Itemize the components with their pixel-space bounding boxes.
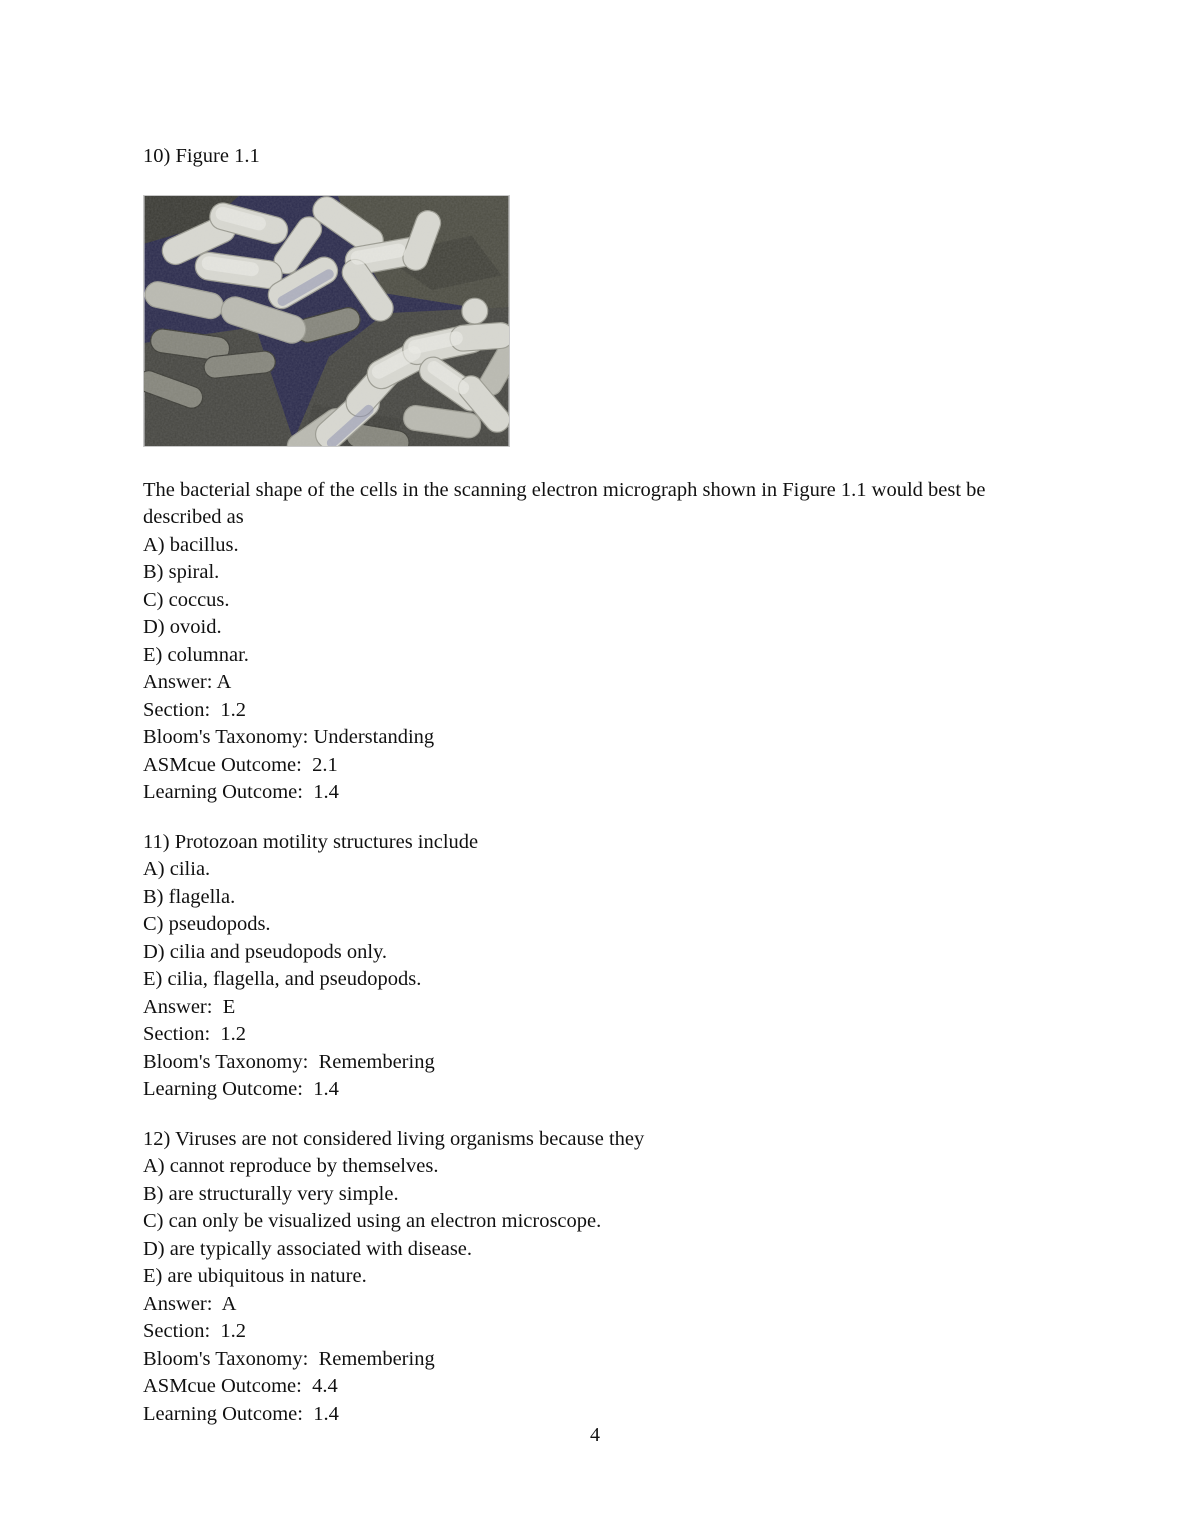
question-10 bbox=[143, 477, 1053, 807]
option-b: B) flagella. bbox=[143, 885, 236, 908]
option-a: A) cannot reproduce by themselves. bbox=[143, 1155, 439, 1177]
option-a: A) cilia. bbox=[143, 858, 211, 880]
option-e: E) are ubiquitous in nature. bbox=[143, 1265, 367, 1287]
learning-outcome-line: Learning Outcome: 1.4 bbox=[143, 781, 339, 803]
answer-line: Answer: A bbox=[143, 671, 232, 693]
option-a: A) bacillus. bbox=[143, 533, 239, 556]
option-d: D) cilia and pseudopods only. bbox=[143, 940, 388, 963]
section-line: Section: 1.2 bbox=[143, 698, 247, 721]
option-c: C) coccus. bbox=[143, 588, 230, 611]
question-stem: 11) Protozoan motility structures include bbox=[143, 830, 479, 853]
section-line: Section: 1.2 bbox=[143, 1320, 247, 1342]
answer-line: Answer: A bbox=[143, 1292, 237, 1315]
option-c: C) can only be visualized using an electron microscope. bbox=[143, 1210, 602, 1232]
question-stem: 12) Viruses are not considered living organisms because they bbox=[143, 1127, 645, 1150]
blooms-taxonomy-line: Bloom's Taxonomy: Understanding bbox=[143, 726, 435, 748]
page-number: 4 bbox=[590, 1424, 600, 1446]
blooms-taxonomy-line: Bloom's Taxonomy: Remembering bbox=[143, 1050, 435, 1073]
micrograph-image bbox=[143, 195, 510, 447]
option-b: B) spiral. bbox=[143, 561, 220, 583]
asmcue-outcome-line: ASMcue Outcome: 2.1 bbox=[143, 753, 338, 776]
page-content bbox=[143, 143, 1053, 1428]
answer-line: Answer: E bbox=[143, 995, 236, 1018]
learning-outcome-line: Learning Outcome: 1.4 bbox=[143, 1402, 339, 1425]
asmcue-outcome-line: ASMcue Outcome: 4.4 bbox=[143, 1375, 338, 1397]
section-line: Section: 1.2 bbox=[143, 1023, 247, 1045]
option-d: D) ovoid. bbox=[143, 616, 222, 638]
option-b: B) are structurally very simple. bbox=[143, 1182, 399, 1205]
option-e: E) cilia, flagella, and pseudopods. bbox=[143, 968, 422, 990]
question-12 bbox=[143, 1126, 1053, 1429]
learning-outcome-line: Learning Outcome: 1.4 bbox=[143, 1078, 339, 1100]
option-d: D) are typically associated with disease. bbox=[143, 1237, 473, 1260]
question-11 bbox=[143, 829, 1053, 1104]
option-e: E) columnar. bbox=[143, 643, 249, 666]
question-stem: The bacterial shape of the cells in the scanning electron micrograph shown in Figure 1.1 would best be described as bbox=[143, 478, 986, 528]
option-c: C) pseudopods. bbox=[143, 913, 271, 935]
figure-label: 10) Figure 1.1 bbox=[143, 145, 260, 167]
figure-micrograph bbox=[143, 195, 510, 447]
blooms-taxonomy-line: Bloom's Taxonomy: Remembering bbox=[143, 1347, 435, 1370]
